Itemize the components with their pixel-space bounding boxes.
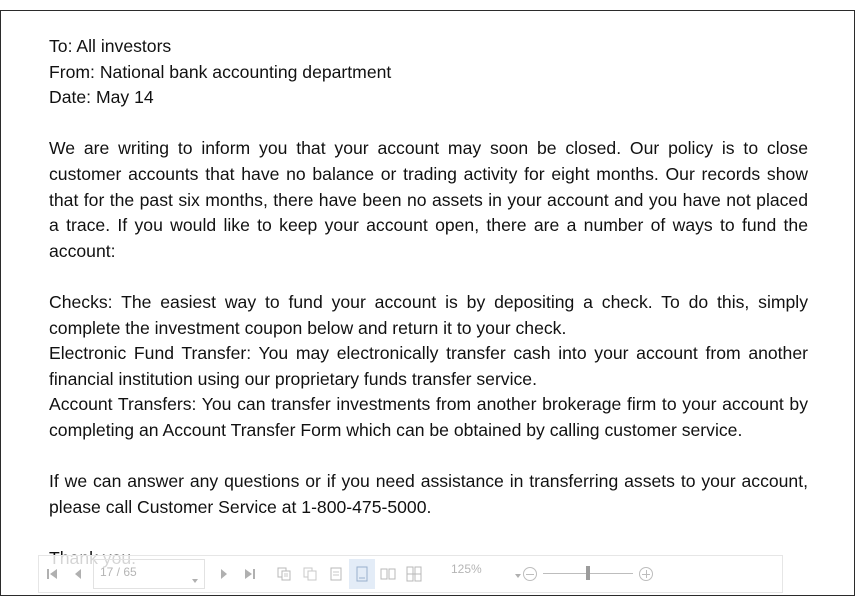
zoom-chevron-down-icon[interactable] xyxy=(515,567,521,581)
letter-to: To: All investors xyxy=(49,36,172,56)
two-page-icon[interactable] xyxy=(375,559,401,589)
copy-icon[interactable] xyxy=(271,559,297,589)
next-page-icon[interactable] xyxy=(211,559,237,589)
checks-paragraph: Checks: The easiest way to fund your account is by depositing a check. To do this, simply complete the investment coupon below and return it to your check. xyxy=(49,291,808,338)
first-page-icon[interactable] xyxy=(39,559,65,589)
letter-from: From: National bank accounting department xyxy=(49,61,392,82)
viewer-toolbar xyxy=(38,555,783,593)
paste-icon[interactable] xyxy=(297,559,323,589)
last-page-icon[interactable] xyxy=(237,559,263,589)
letter-date: Date: May 14 xyxy=(49,87,154,108)
zoom-slider[interactable] xyxy=(543,564,633,584)
zoom-slider-thumb[interactable] xyxy=(586,566,590,580)
letter-body xyxy=(49,34,808,571)
page-indicator: 17 / 65 xyxy=(100,565,137,579)
document-page xyxy=(0,10,855,596)
single-page-icon[interactable] xyxy=(323,559,349,589)
zoom-out-icon[interactable] xyxy=(523,567,537,581)
previous-page-icon[interactable] xyxy=(65,559,91,589)
zoom-value: 125% xyxy=(451,561,482,576)
closing-paragraph: If we can answer any questions or if you need assistance in transferring assets to your account, please call Customer Service at 1-800-475-5000. xyxy=(49,471,808,517)
zoom-select[interactable] xyxy=(451,557,521,592)
letter-intro-paragraph: We are writing to inform you that your account may soon be closed. Our policy is to close customer accounts that have no balance or trading activity for eight months. Our records show that for the past six months, there have been no assets in your account and you have not placed a trace. If you would like to keep your account open, there are a number of ways to fund the account: xyxy=(49,138,808,261)
continuous-page-icon[interactable] xyxy=(349,559,375,589)
page-number-input[interactable] xyxy=(93,559,205,589)
account-transfers-paragraph: Account Transfers: You can transfer investments from another brokerage firm to your account by completing an Account Transfer Form which can be obtained by calling customer service. xyxy=(49,394,808,440)
zoom-in-icon[interactable] xyxy=(639,567,653,581)
eft-paragraph: Electronic Fund Transfer: You may electronically transfer cash into your account from another financial institution using our proprietary funds transfer service. xyxy=(49,343,808,389)
chevron-down-icon[interactable] xyxy=(192,572,198,586)
two-page-continuous-icon[interactable] xyxy=(401,559,427,589)
